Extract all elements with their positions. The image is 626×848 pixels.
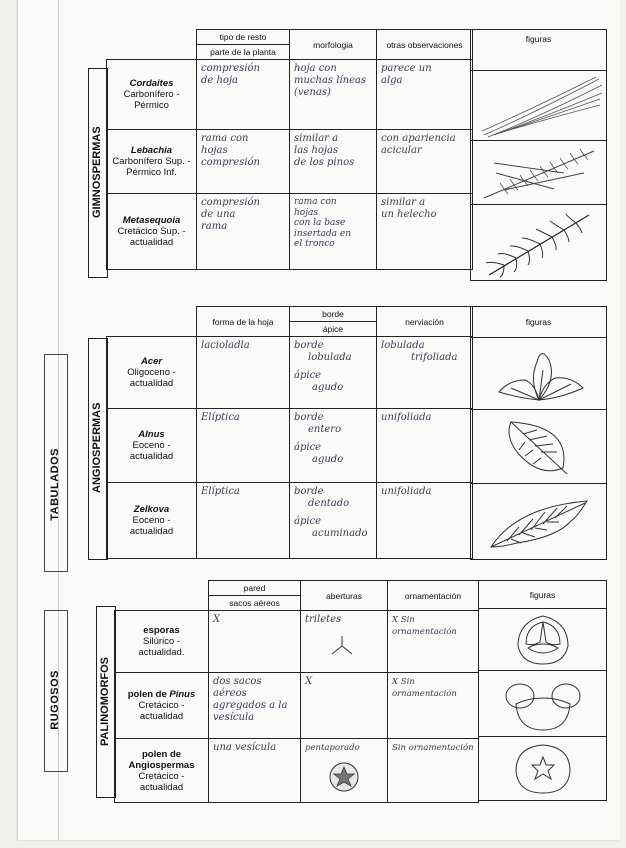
aberturas-cell [301,673,388,739]
taxon-name: Cordaites [129,78,174,89]
taxon-cell [115,739,209,803]
table-row [115,673,479,739]
figure-cell [471,141,607,205]
taxon-age: Eoceno - [132,440,171,451]
handwritten-text: un helecho [381,209,437,220]
ornamentacion-cell [388,739,479,803]
morfologia-cell [290,130,377,194]
figure-cell [471,71,607,141]
tabulados-label: TABULADOS [49,448,61,521]
header-figuras: figuras [471,307,607,338]
taxon-name: Zelkova [133,504,170,515]
taxon-cell [115,673,209,739]
metasequoia-branch-sketch [474,207,604,279]
handwritten-text: ápice [294,442,322,453]
handwritten-text: hojas [294,207,318,218]
table-row [107,337,473,409]
spore-sketch [508,612,578,668]
figure-cell [471,338,607,410]
header-pared: pared [209,581,301,596]
angio-table [106,306,473,559]
handwritten-text: una vesícula [213,742,277,753]
handwritten-text: similar a [294,133,339,144]
taxon-age: Carbonífero Sup. - [112,156,191,167]
gymno-table [106,29,473,270]
acer-leaf-sketch [479,340,599,408]
handwritten-text: X [213,614,221,625]
taxon-cell [107,194,197,270]
figure-cell [471,205,607,281]
handwritten-text: trifoliada [411,352,458,363]
taxon-age: Silúrico - [143,636,180,647]
header-otras-observaciones: otras observaciones [377,30,473,60]
taxon-cell [115,611,209,673]
palino-group-label: PALINOMORFOS [99,656,111,746]
taxon-name-prefix: polen de [127,689,167,700]
lebachia-branch-sketch [474,143,604,203]
pared-cell [209,611,301,673]
handwritten-text: rama [201,221,228,232]
rugosos-label: RUGOSOS [49,670,61,730]
handwritten-text: hojas [201,145,228,156]
taxon-cell [107,130,197,194]
taxon-age: Pérmico [134,100,169,111]
morfologia-cell [290,60,377,130]
handwritten-text: las hojas [294,145,339,156]
handwritten-text: dos sacos aéreos [213,676,262,699]
obs-cell [377,130,473,194]
handwritten-text: insertada en [294,228,352,239]
handwritten-text: compresión [201,197,260,208]
handwritten-text: parece un [381,63,432,74]
header-forma-de-la-hoja: forma de la hoja [197,307,290,337]
borde-apice-cell [290,409,377,483]
header-figuras: figuras [471,30,607,71]
taxon-cell [107,60,197,130]
taxon-age: Oligoceno - [127,367,176,378]
borde-apice-cell [290,483,377,559]
tipo-cell [197,130,290,194]
taxon-age: actualidad [129,237,174,248]
handwritten-text: compresión [201,157,260,168]
taxon-name-prefix: polen de [141,748,182,760]
handwritten-text: unifoliada [381,412,432,423]
pentaporate-grain-sketch [327,760,361,794]
handwritten-text: dentado [308,498,350,509]
obs-cell [377,194,473,270]
handwritten-text: de hoja [201,75,239,86]
taxon-age: actualidad. [138,647,185,658]
handwritten-text: agudo [312,382,344,393]
handwritten-text: Elíptica [201,412,240,423]
table-row [107,60,473,130]
ornamentacion-cell [388,611,479,673]
angio-group-label: ANGIOSPERMAS [91,402,103,494]
handwritten-text: rama con [294,197,337,207]
aberturas-cell [301,611,388,673]
taxon-name: Lebachia [130,145,173,156]
header-borde: borde [290,307,377,322]
handwritten-text: Elíptica [201,486,240,497]
handwritten-text: X Sin ornamentación [392,677,457,699]
taxon-cell [107,483,197,559]
taxon-age: actualidad [139,711,184,722]
alnus-leaf-sketch [479,412,599,482]
cordaites-leaf-sketch [474,73,604,139]
table-row [107,409,473,483]
forma-cell [197,337,290,409]
palino-figures-table [478,580,607,801]
taxon-name-genus: Pinus [169,689,196,700]
tipo-cell [197,60,290,130]
table-row [107,194,473,270]
table-row [115,611,479,673]
handwritten-text: acuminado [312,528,368,539]
handwritten-text: pentaporado [305,743,360,753]
taxon-age: Eoceno - [132,515,171,526]
aberturas-cell [301,739,388,803]
taxon-age: actualidad [139,781,184,793]
taxon-name: Alnus [138,429,165,440]
worksheet-page [18,0,620,840]
handwritten-text: agregados a la [213,700,288,711]
handwritten-text: de una [201,209,236,220]
morfologia-cell [290,194,377,270]
taxon-name [115,689,208,700]
handwritten-text: X [305,676,313,687]
table-row [107,483,473,559]
handwritten-text: alga [381,75,403,86]
handwritten-text: con la base [294,218,346,228]
handwritten-text: de los pinos [294,157,355,168]
ornamentacion-cell [388,673,479,739]
handwritten-text: vesícula [213,712,255,723]
handwritten-text: borde [294,340,324,351]
handwritten-text: unifoliada [381,486,432,497]
forma-cell [197,483,290,559]
handwritten-text: compresión [201,63,260,74]
obs-cell [377,60,473,130]
taxon-name-group: Angiospermas [128,759,195,771]
angiosperm-pollen-sketch [508,741,578,797]
handwritten-text: (venas) [294,87,331,98]
handwritten-text: entero [308,424,342,435]
taxon-age: Cretácico - [138,700,185,711]
handwritten-text: similar a [381,197,426,208]
handwritten-text: borde [294,412,324,423]
taxon-age: Cretácico Sup. - [117,226,186,237]
handwritten-text: lacioladla [201,340,250,351]
table-row [115,739,479,803]
header-ornamentacion: ornamentación [388,581,479,611]
tipo-cell [197,194,290,270]
header-sacos-aereos: sacos aéreos [209,596,301,611]
taxon-age: Pérmico Inf. [126,167,177,178]
figure-cell [471,410,607,484]
table-row [107,130,473,194]
borde-apice-cell [290,337,377,409]
handwritten-text: ápice [294,516,322,527]
handwritten-text: acicular [381,145,422,156]
palino-table [114,580,479,803]
handwritten-text: hoja con [294,63,337,74]
gymno-figures-table [470,29,607,281]
zelkova-leaf-sketch [477,487,601,557]
figure-cell [479,671,607,737]
header-figuras: figuras [479,581,607,609]
handwritten-text: borde [294,486,324,497]
handwritten-text: X Sin ornamentación [392,615,457,637]
angio-figures-table [470,306,607,560]
handwritten-text: agudo [312,454,344,465]
handwritten-text: rama con [201,133,249,144]
taxon-name: Metasequoia [122,215,181,226]
pared-cell [209,673,301,739]
nerviacion-cell [377,483,473,559]
taxon-cell [107,409,197,483]
taxon-cell [107,337,197,409]
gymno-group-label: GIMNOSPERMAS [91,126,103,218]
pared-cell [209,739,301,803]
figure-cell [479,737,607,801]
figure-cell [471,484,607,560]
trilete-mark-sketch [327,634,357,658]
figure-cell [479,609,607,671]
taxon-name: Acer [140,356,163,367]
handwritten-text: triletes [305,614,342,625]
header-morfologia: morfologia [290,30,377,60]
taxon-name: esporas [143,625,180,636]
header-apice: ápice [290,322,377,337]
nerviacion-cell [377,409,473,483]
pinus-pollen-sketch [498,674,588,734]
taxon-name [115,749,208,771]
header-tipo-de-resto: tipo de resto [197,30,290,45]
taxon-age: Cretácico - [138,770,185,782]
header-aberturas: aberturas [301,581,388,611]
handwritten-text: lobulada [308,352,352,363]
taxon-age: actualidad [129,378,174,389]
handwritten-text: Sin ornamentación [392,743,474,753]
taxon-age: actualidad [129,451,174,462]
taxon-age: actualidad [129,526,174,537]
handwritten-text: ápice [294,370,322,381]
header-nerviacion: nerviación [377,307,473,337]
nerviacion-cell [377,337,473,409]
handwritten-text: con apariencia [381,133,456,144]
taxon-age: Carbonífero - [123,89,180,100]
header-parte-de-la-planta: parte de la planta [197,45,290,60]
forma-cell [197,409,290,483]
handwritten-text: el tronco [294,239,335,249]
handwritten-text: lobulada [381,340,425,351]
handwritten-text: muchas líneas [294,75,367,86]
